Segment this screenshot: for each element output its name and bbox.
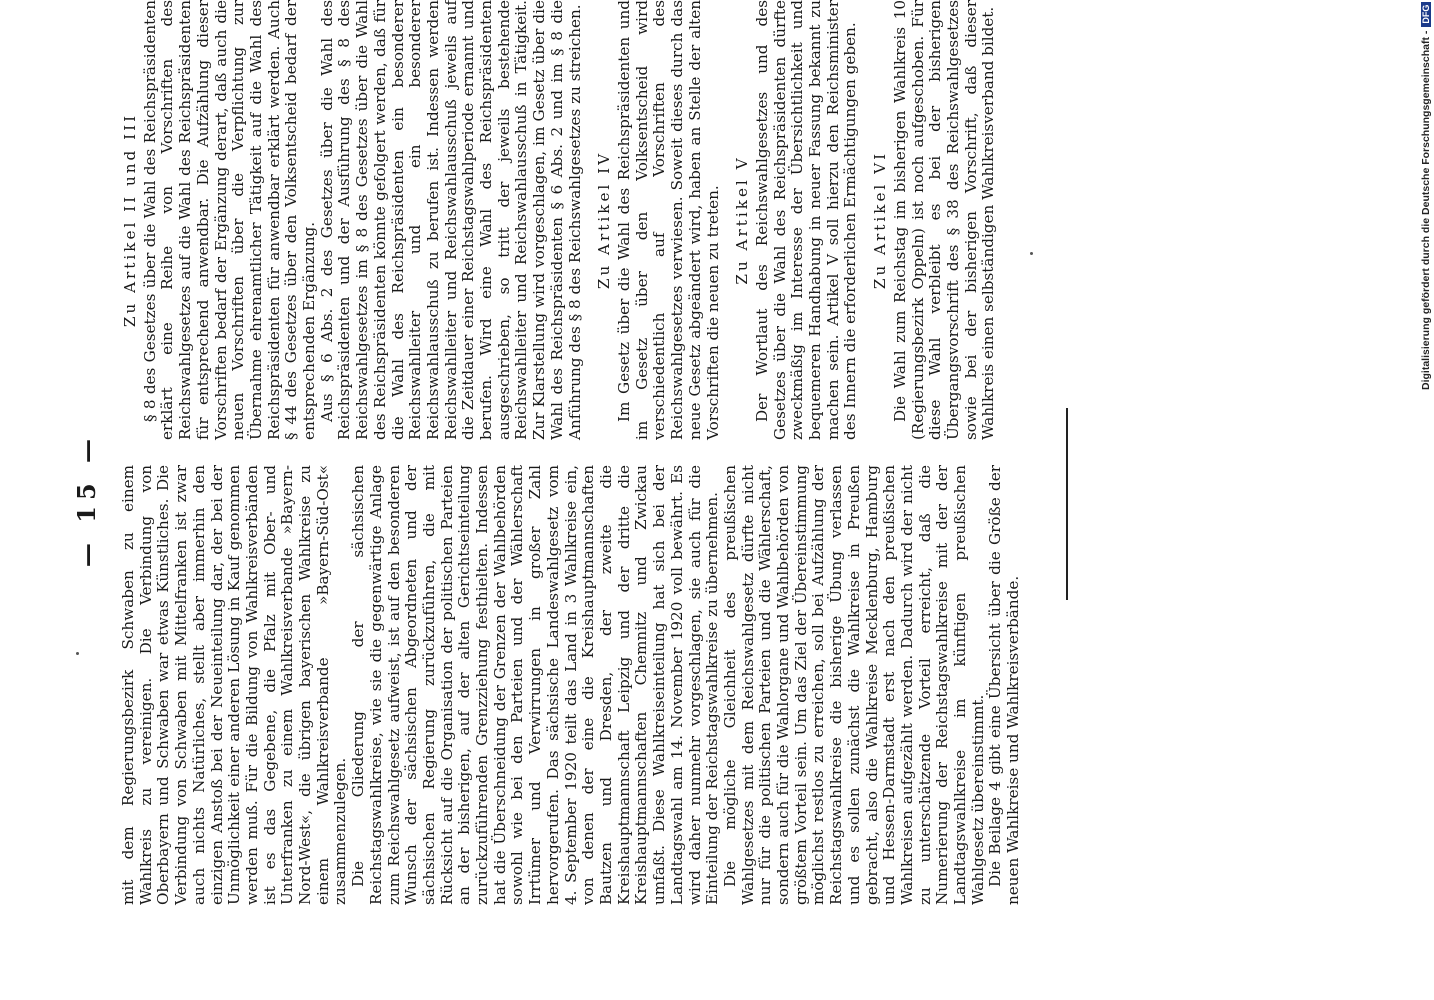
paragraph: Der Wortlaut des Reichswahlgesetzes und des Gesetzes über die Wahl des Reichspräsidenten dürfte zweckmäßig im Interesse der Übersichtlichkeit und bequemeren Handhabung in neuer Fassung bekannt zu machen sein. Artikel V soll hierzu den Reichsminister des Innern die erforderlichen Ermächtigungen geben. <box>752 0 860 440</box>
paragraph: Aus § 6 Abs. 2 des Gesetzes über die Wahl des Reichspräsidenten und der Ausführung des § 8 des Reichswahlgesetzes im § 8 des Gesetzes über die Wahl des Reichspräsidenten könnte gefolgert werden, daß für die Wahl des Reichspräsidenten ein besonderer Reichswahlleiter und ein besonderer Reichswahlausschuß zu berufen ist. Indessen werden Reichswahlleiter und Reichswahlausschuß jeweils auf die Zeitdauer einer Reichstagswahlperiode ernannt und berufen. Wird eine Wahl des Reichspräsidenten ausgeschrieben, so tritt der jeweils bestehende Reichswahlleiter und Reichswahlausschuß in Tätigkeit. Zur Klarstellung wird vorgeschlagen, im Gesetz über die Wahl des Reichspräsidenten § 6 Abs. 2 und im § 8 die Anführung des § 8 des Reichswahlgesetzes zu streichen. <box>317 0 584 440</box>
left-column <box>120 465 1023 905</box>
digitization-credit <box>1418 4 1434 390</box>
right-column <box>120 0 998 440</box>
dfg-logo: DFG <box>1421 2 1431 27</box>
scan-speck <box>1030 252 1033 255</box>
paragraph: Die Wahl zum Reichstag im bisherigen Wahlkreis 10 (Regierungsbezirk Oppeln) ist noch aufgeschoben. Für diese Wahl verbleibt es bei der bisherigen Übergangsvorschrift des § 38 des Reichswahlgesetzes sowie bei der bisherigen Vorschrift, daß dieser Wahlkreis einen selbständigen Wahlkreisverband bildet. <box>890 0 998 440</box>
paragraph: Die mögliche Gleichheit des preußischen Wahlgesetzes mit dem Reichswahlgesetz dürfte nicht nur für die politischen Parteien und die Wählerschaft, sondern auch für die Wahlorgane und Wahlbehörden von größtem Vorteil sein. Um das Ziel der Übereinstimmung möglichst restlos zu erreichen, soll bei Aufzählung der Reichstagswahlkreise die bisherige Übung verlassen und es sollen zunächst die Wahlkreise in Preußen gebracht, also die Wahlkreise Mecklenburg, Hamburg und Hessen-Darmstadt erst nach den preußischen Wahlkreisen aufgezählt werden. Dadurch wird der nicht zu unterschätzende Vorteil erreicht, daß die Numerierung der Reichstagswahlkreise mit der der Landtagswahlkreise im künftigen preußischen Wahlgesetz übereinstimmt. <box>720 465 987 905</box>
paragraph: mit dem Regierungsbezirk Schwaben zu einem Wahlkreis zu vereinigen. Die Verbindung von Oberbayern und Schwaben war etwas Künstliches. Die Verbindung von Schwaben mit Mittelfranken ist zwar auch nichts Natürliches, stellt aber immerhin den einzigen Anstoß bei der Neueinteilung dar, der bei der Unmöglichkeit einer anderen Lösung in Kauf genommen werden muß. Für die Bildung von Wahlkreisverbänden ist es das Gegebene, die Pfalz mit Ober- und Unterfranken zu einem Wahlkreisverbande »Bayern-Nord-West«, die übrigen bayerischen Wahlkreise zu einem Wahlkreisverbande »Bayern-Süd-Ost« zusammenzulegen. <box>119 465 350 905</box>
section-heading: Zu Artikel V <box>733 155 752 285</box>
page-number: — 15 — <box>72 432 101 568</box>
section-heading: Zu Artikel II und III <box>121 112 139 328</box>
credit-text: Digitalisierung gefördert durch die Deutsche Forschungsgemeinschaft - <box>1420 30 1432 390</box>
scan-speck <box>76 652 79 655</box>
paragraph: Im Gesetz über die Wahl des Reichspräsidenten und im Gesetz über den Volksentscheid wird verschiedentlich auf Vorschriften des Reichswahlgesetzes verwiesen. Soweit dieses durch das neue Gesetz abgeändert wird, haben an Stelle der alten Vorschriften die neuen zu treten. <box>614 0 722 440</box>
section-heading: Zu Artikel IV <box>595 150 614 290</box>
paragraph: § 8 des Gesetzes über die Wahl des Reichspräsidenten erklärt eine Reihe von Vorschriften des Reichswahlgesetzes auf die Wahl des Reichspräsidenten für entsprechend anwendbar. Die Aufzählung dieser Vorschriften bedarf der Ergänzung derart, daß auch die neuen Vorschriften über die Verpflichtung zur Übernahme ehrenamtlicher Tätigkeit auf die Wahl des Reichspräsidenten für anwendbar erklärt werden. Auch § 44 des Gesetzes über den Volksentscheid bedarf der entsprechenden Ergänzung. <box>140 0 319 440</box>
section-heading: Zu Artikel VI <box>871 150 890 290</box>
closing-rule <box>1066 408 1068 600</box>
paragraph: Die Gliederung der sächsischen Reichstagswahlkreise, wie sie die gegenwärtige Anlage zum Reichswahlgesetz aufweist, ist auf den besonderen Wunsch der sächsischen Abgeordneten und der sächsischen Regierung zurückzuführen, die mit Rücksicht auf die Organisation der politischen Parteien an der bisherigen, auf der alten Gerichtseinteilung zurückzuführenden Grenzziehung festhielten. Indessen hat die Überschneidung der Grenzen der Wahlbehörden sowohl wie bei den Parteien und der Wählerschaft Irrtümer und Verwirrungen in großer Zahl hervorgerufen. Das sächsische Landeswahlgesetz vom 4. September 1920 teilt das Land in 3 Wahlkreise ein, von denen der eine die Kreishauptmannschaften Bautzen und Dresden, der zweite die Kreishauptmannschaft Leipzig und der dritte die Kreishauptmannschaften Chemnitz und Zwickau umfaßt. Diese Wahlkreiseinteilung hat sich bei der Landtagswahl am 14. November 1920 voll bewährt. Es wird daher nunmehr vorgeschlagen, sie auch für die Einteilung der Reichstagswahlkreise zu übernehmen. <box>349 465 722 905</box>
paragraph: Die Beilage 4 gibt eine Übersicht über die Größe der neuen Wahlkreise und Wahlkreisverbände. <box>986 465 1023 905</box>
